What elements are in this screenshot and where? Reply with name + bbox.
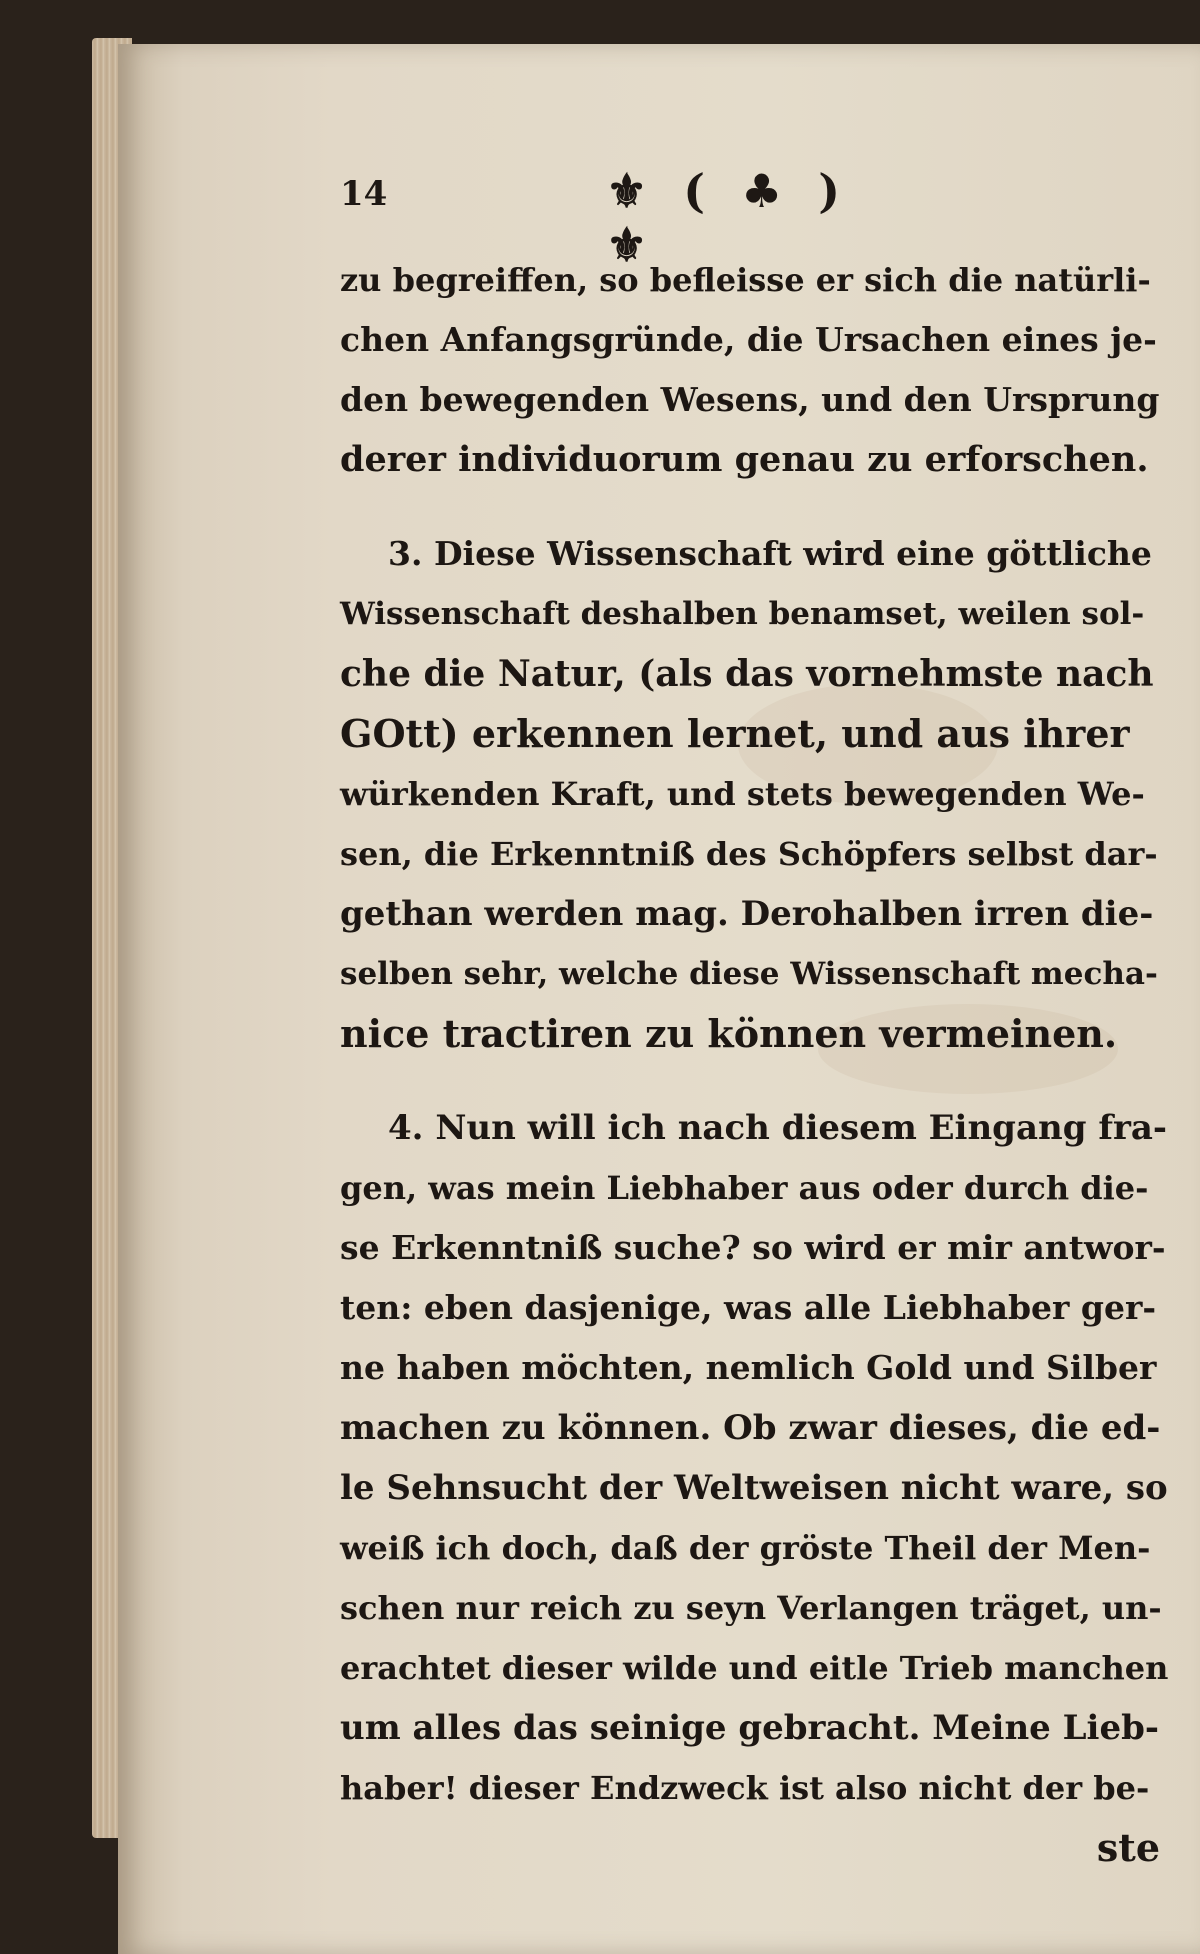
text-line: erachtet dieser wilde und eitle Trieb manchen	[340, 1649, 1169, 1687]
paragraph-3	[340, 1098, 1168, 1818]
body-text	[340, 250, 1168, 1878]
text-line: le Sehnsucht der Weltweisen nicht ware, so	[340, 1468, 1168, 1508]
text-line: nice tractiren zu können vermeinen.	[340, 1011, 1118, 1056]
text-line: haber! dieser Endzweck ist also nicht der be-	[340, 1769, 1150, 1807]
text-line: 3. Diese Wissenschaft wird eine göttliche	[388, 534, 1152, 573]
text-line: selben sehr, welche diese Wissenschaft mecha-	[340, 956, 1158, 992]
page-number: 14	[340, 174, 388, 214]
paragraph-1	[340, 250, 1168, 490]
text-line: gethan werden mag. Derohalben irren die-	[340, 894, 1154, 934]
paragraph-2	[340, 524, 1168, 1064]
text-line: GOtt) erkennen lernet, und aus ihrer	[340, 711, 1130, 756]
text-line: zu begreiffen, so befleisse er sich die natürli-	[340, 261, 1151, 299]
text-line: um alles das seinige gebracht. Meine Lieb-	[340, 1708, 1159, 1748]
text-line: weiß ich doch, daß der gröste Theil der Men-	[340, 1529, 1151, 1567]
text-line: gen, was mein Liebhaber aus oder durch die-	[340, 1169, 1149, 1207]
text-line: würkenden Kraft, und stets bewegenden We-	[340, 775, 1145, 813]
text-line: che die Natur, (als das vornehmste nach	[340, 653, 1154, 695]
text-line: Wissenschaft deshalben benamset, weilen sol-	[340, 596, 1145, 632]
text-line: se Erkenntniß suche? so wird er mir antwor-	[340, 1228, 1166, 1267]
text-line: ne haben möchten, nemlich Gold und Silber	[340, 1348, 1157, 1387]
text-line: machen zu können. Ob zwar dieses, die ed-	[340, 1408, 1161, 1448]
text-line: schen nur reich zu seyn Verlangen träget, un-	[340, 1589, 1162, 1627]
page-header	[218, 164, 898, 272]
header-ornament: ⚜ ( ♣ ) ⚜	[606, 164, 851, 272]
text-line: sen, die Erkenntniß des Schöpfers selbst dar-	[340, 835, 1158, 873]
catchword: ste	[1096, 1825, 1160, 1870]
text-line: derer individuorum genau zu erforschen.	[340, 439, 1149, 480]
text-line: den bewegenden Wesens, und den Ursprung	[340, 380, 1160, 419]
text-line: 4. Nun will ich nach diesem Eingang fra-	[388, 1108, 1167, 1148]
text-line: chen Anfangsgründe, die Ursachen eines je-	[340, 320, 1157, 359]
text-line: ten: eben dasjenige, was alle Liebhaber ger-	[340, 1288, 1157, 1327]
